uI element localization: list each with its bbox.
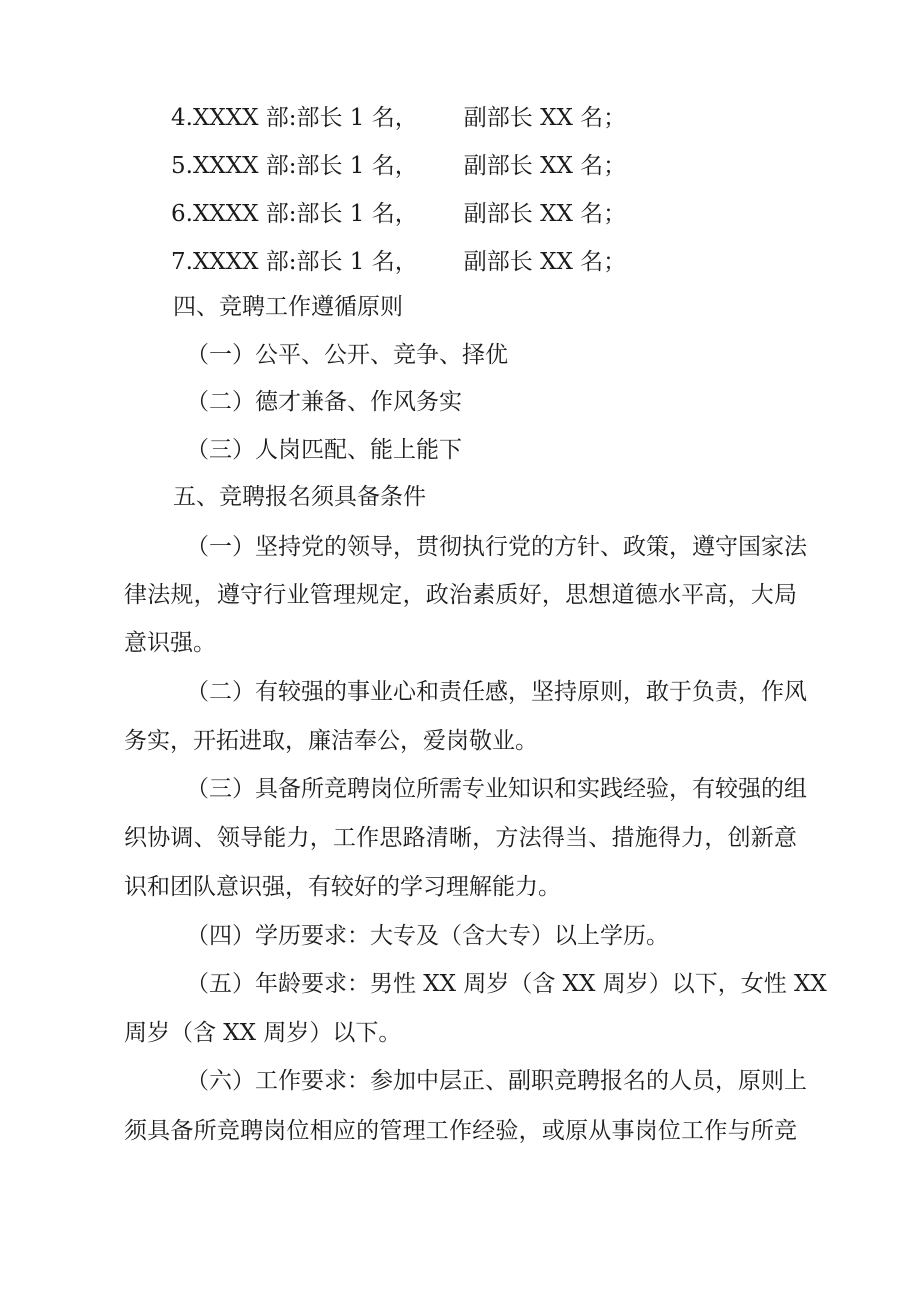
paragraph-line: （一）坚持党的领导，贯彻执行党的方针、政策，遵守国家法 bbox=[186, 534, 807, 560]
principle-item: （二）德才兼备、作风务实 bbox=[186, 389, 462, 415]
position-head: 5.XXXX 部:部长 1 名， bbox=[171, 153, 418, 179]
section-heading: 四、竞聘工作遵循原则 bbox=[173, 294, 403, 320]
paragraph-line: 意识强。 bbox=[124, 630, 216, 656]
paragraph-line: 须具备所竞聘岗位相应的管理工作经验，或原从事岗位工作与所竞 bbox=[124, 1118, 797, 1144]
position-item bbox=[171, 155, 626, 178]
position-item bbox=[171, 251, 626, 274]
paragraph-line: （四）学历要求：大专及（含大专）以上学历。 bbox=[186, 923, 669, 949]
position-head: 6.XXXX 部:部长 1 名， bbox=[171, 201, 418, 227]
position-deputy: 副部长 XX 名； bbox=[463, 249, 627, 275]
paragraph-line: （二）有较强的事业心和责任感，坚持原则，敢于负责，作风 bbox=[186, 679, 807, 705]
section-heading: 五、竞聘报名须具备条件 bbox=[173, 484, 426, 510]
position-deputy: 副部长 XX 名； bbox=[463, 153, 627, 179]
paragraph-line: （五）年龄要求：男性 XX 周岁（含 XX 周岁）以下，女性 XX bbox=[186, 971, 827, 997]
paragraph-line: 识和团队意识强，有较好的学习理解能力。 bbox=[124, 874, 561, 900]
paragraph-line: （三）具备所竞聘岗位所需专业知识和实践经验，有较强的组 bbox=[186, 776, 807, 802]
position-deputy: 副部长 XX 名； bbox=[463, 201, 627, 227]
position-deputy: 副部长 XX 名； bbox=[463, 105, 627, 131]
position-item bbox=[171, 203, 626, 226]
paragraph-line: 律法规，遵守行业管理规定，政治素质好，思想道德水平高，大局 bbox=[124, 582, 797, 608]
paragraph-line: （六）工作要求：参加中层正、副职竞聘报名的人员，原则上 bbox=[186, 1068, 807, 1094]
position-item bbox=[171, 107, 626, 130]
paragraph-line: 周岁（含 XX 周岁）以下。 bbox=[124, 1020, 402, 1046]
position-head: 4.XXXX 部:部长 1 名， bbox=[171, 105, 418, 131]
principle-item: （一）公平、公开、竞争、择优 bbox=[186, 342, 508, 368]
position-head: 7.XXXX 部:部长 1 名， bbox=[171, 249, 418, 275]
principle-item: （三）人岗匹配、能上能下 bbox=[186, 437, 462, 463]
paragraph-line: 务实，开拓进取，廉洁奉公，爱岗敬业。 bbox=[124, 728, 538, 754]
paragraph-line: 织协调、领导能力，工作思路清晰，方法得当、措施得力，创新意 bbox=[124, 825, 797, 851]
